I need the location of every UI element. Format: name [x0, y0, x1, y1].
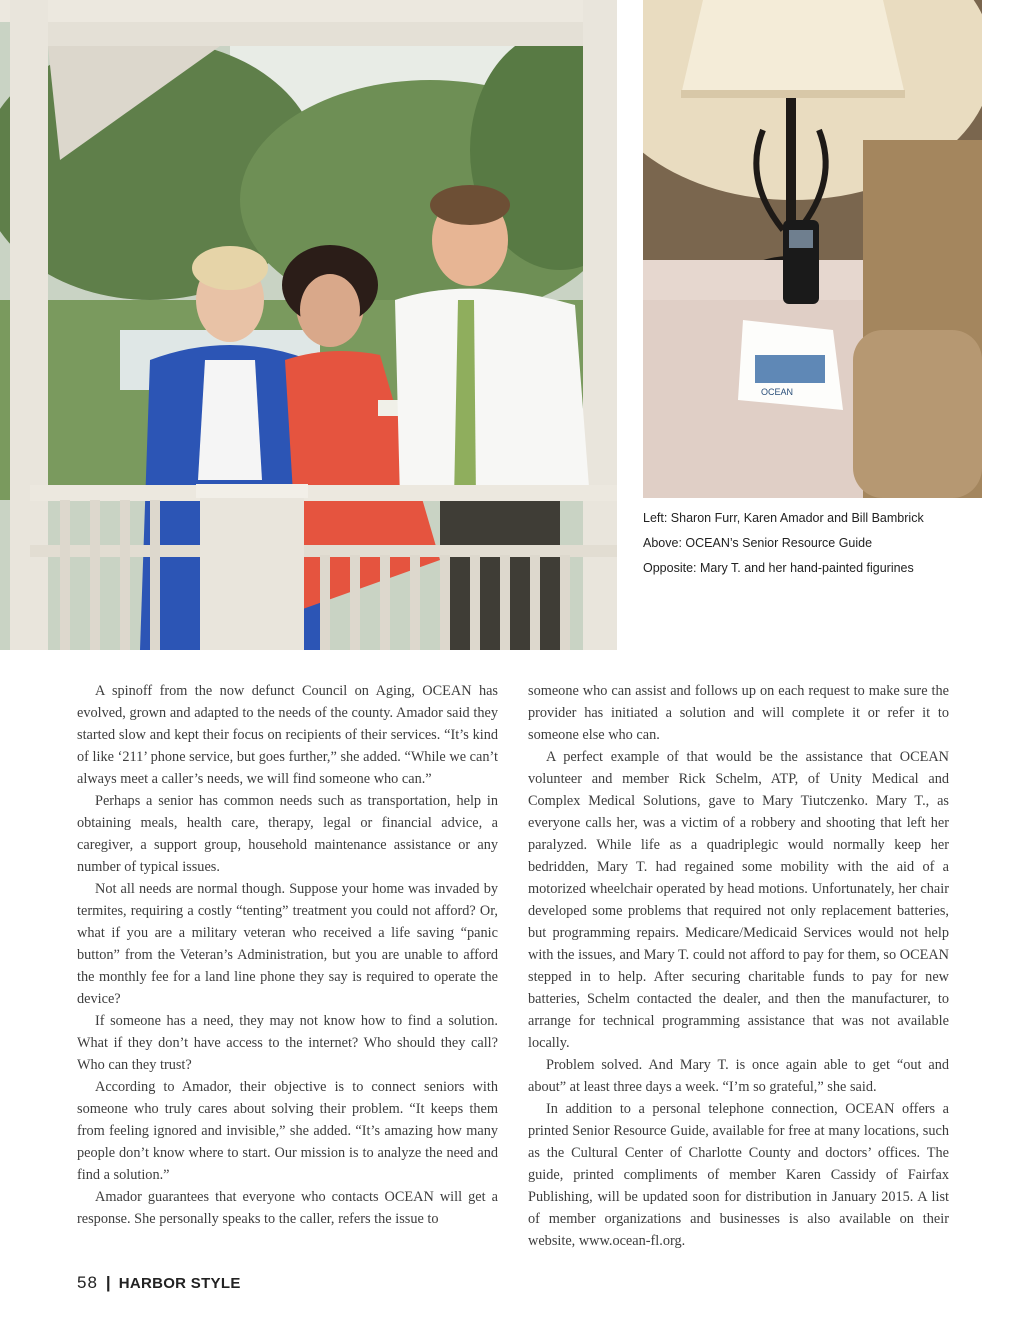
paragraph: In addition to a personal telephone connection, OCEAN offers a printed Senior Resource Guide, available for free at many locations, such as the Cultural Center of Charlotte County and doctors’ offices. The guide, printed compliments of member Karen Cassidy of Fairfax Publishing, will be updated soon for distribution in January 2015. A list of member organizations and businesses is also available on their website, www.ocean-fl.org. — [528, 1101, 949, 1249]
paragraph: A spinoff from the now defunct Council on Aging, OCEAN has evolved, grown and adapted to the needs of the county. Amador said they started slow and kept their focus on recipients of their services. “It’s kind of like ‘211’ phone service, but goes further,” she added. “While we can’t always meet a caller’s needs, we will find someone who can.” — [77, 683, 498, 787]
paragraph: someone who can assist and follows up on each request to make sure the provider has initiated a solution and will complete it or refer it to someone else who can. — [528, 683, 949, 743]
photo-captions — [643, 506, 1003, 581]
magazine-name: HARBOR STYLE — [118, 1274, 241, 1292]
paragraph: Amador guarantees that everyone who contacts OCEAN will get a response. She personally speaks to the caller, refers the issue to — [77, 1189, 498, 1227]
guide-cover-text: OCEAN — [761, 387, 794, 397]
paragraph: A perfect example of that would be the assistance that OCEAN volunteer and member Rick Schelm, ATP, of Unity Medical and Complex Medical Solutions, gave to Mary Tiutczenko. Mary T., as everyone calls her, was a victim of a robbery and shooting that left her paralyzed. While life as a quadriplegic would normally keep her bedridden, Mary T. had regained some mobility with the aid of a motorized wheelchair operated by head motions. Unfortunately, her chair developed some problems that required not only replacement batteries, but programming repairs. Medicare/Medicaid Services would not help with the issues, and Mary T. could not afford to pay for them, so OCEAN stepped in to help. After securing charitable funds to pay for new batteries, Schelm contacted the dealer, and then the manufacturer, to arrange for technical programming assistance that was not available locally. — [528, 749, 949, 1051]
caption-left: Left: Sharon Furr, Karen Amador and Bill Bambrick — [643, 511, 924, 525]
caption-opposite: Opposite: Mary T. and her hand-painted figurines — [643, 561, 914, 575]
group-portrait-photo — [0, 0, 617, 650]
footer-separator: | — [105, 1273, 111, 1292]
article-right-column — [528, 680, 949, 1252]
paragraph: If someone has a need, they may not know how to find a solution. What if they don’t have access to the internet? Who should they call? Who can they trust? — [77, 1013, 498, 1073]
page-footer — [77, 1271, 241, 1295]
paragraph: Perhaps a senior has common needs such as transportation, help in obtaining meals, health care, therapy, legal or financial advice, a caregiver, a support group, household maintenance assistance or any number of typical issues. — [77, 793, 498, 875]
page-number: 58 — [77, 1273, 98, 1292]
article-left-column — [77, 680, 498, 1230]
paragraph: Problem solved. And Mary T. is once again able to get “out and about” at least three days a week. “I’m so grateful,” she said. — [528, 1057, 949, 1095]
paragraph: Not all needs are normal though. Suppose your home was invaded by termites, requiring a costly “tenting” treatment you could not afford? Or, what if you are a military veteran who received a life saving “panic button” from the Veteran’s Administration, but you are unable to afford the monthly fee for a land line phone they say is required to operate the device? — [77, 881, 498, 1007]
caption-above: Above: OCEAN’s Senior Resource Guide — [643, 536, 873, 550]
paragraph: According to Amador, their objective is to connect seniors with someone who truly cares about solving their problem. “It keeps them from feeling ignored and invisible,” she added. “It’s amazing how many people don’t know where to start. Our mission is to analyze the need and find a solution.” — [77, 1079, 498, 1183]
lamp-phone-guide-photo — [643, 0, 982, 498]
